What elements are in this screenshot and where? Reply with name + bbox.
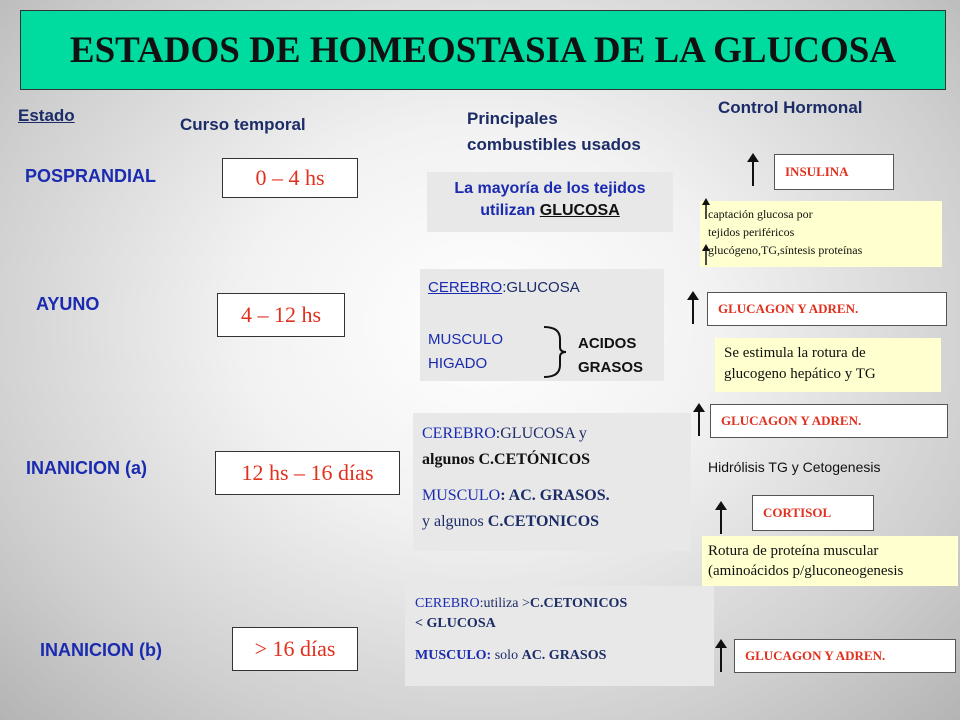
fuel-box-ayuno (420, 269, 664, 381)
note-ayuno (715, 338, 941, 392)
fuel-inanicion-b-solo: solo (491, 648, 522, 663)
note-posprandial-line2: tejidos periféricos (708, 225, 795, 239)
fuel-inanicion-a-musculo: MUSCULO (422, 487, 501, 504)
fuel-inanicion-a-line4 (422, 509, 691, 535)
state-inanicion-b: INANICION (b) (40, 640, 162, 660)
page-title: ESTADOS DE HOMEOSTASIA DE LA GLUCOSA (20, 10, 946, 90)
note-inanicion-a-line1: Rotura de proteína muscular (708, 543, 879, 559)
fuel-inanicion-b-line2: < GLUCOSA (415, 616, 496, 631)
fuel-inanicion-a-line3 (422, 483, 691, 509)
note-posprandial-line1: captación glucosa por (708, 207, 813, 221)
fuel-ayuno-higado: HIGADO (428, 355, 488, 372)
time-ayuno: 4 – 12 hs (217, 293, 345, 337)
note-posprandial-line3: glucógeno,TG,síntesis proteínas (708, 243, 863, 257)
arrow-up-icon (712, 500, 730, 536)
state-inanicion-a: INANICION (a) (26, 458, 147, 478)
fuel-inanicion-b-musculo: MUSCULO: (415, 648, 492, 663)
header-control-hormonal: Control Hormonal (718, 98, 863, 117)
state-ayuno: AYUNO (36, 294, 100, 314)
fuel-inanicion-a-musculo-rest: : AC. GRASOS. (500, 487, 610, 504)
fuel-posprandial-prefix: utilizan (480, 202, 540, 219)
hormone-insulina: INSULINA (774, 154, 894, 190)
fuel-inanicion-a-line1 (422, 421, 691, 447)
fuel-box-inanicion-a (413, 413, 691, 551)
note-ayuno-line1: Se estimula la rotura de (724, 345, 866, 361)
fuel-inanicion-a-prefix: y algunos (422, 513, 488, 530)
fuel-inanicion-b-utiliza: :utiliza > (479, 596, 530, 611)
arrow-up-small-icon (701, 198, 711, 220)
fuel-ayuno-grasos: GRASOS (578, 359, 644, 376)
arrow-up-icon (712, 638, 730, 674)
note-ayuno-line2: glucogeno hepático y TG (724, 366, 876, 382)
fuel-ayuno-musculo: MUSCULO (428, 331, 504, 348)
fuel-ayuno-glucosa: :GLUCOSA (502, 279, 580, 296)
fuel-posprandial-line1: La mayoría de los tejidos (454, 180, 646, 197)
note-posprandial (700, 201, 942, 267)
header-combustibles-line1: Principales (467, 109, 558, 128)
fuel-inanicion-a-cerebro: CEREBRO (422, 425, 496, 442)
fuel-inanicion-b-cerebro: CEREBRO (415, 596, 480, 611)
hormone-glucagon-inanicion-b: GLUCAGON Y ADREN. (734, 639, 956, 673)
time-posprandial: 0 – 4 hs (222, 158, 358, 198)
arrow-up-icon (684, 290, 702, 326)
arrow-up-small-icon (701, 244, 711, 266)
fuel-posprandial-glucosa: GLUCOSA (539, 202, 620, 219)
note-inanicion-a (702, 536, 958, 586)
hormone-glucagon-inanicion-a: GLUCAGON Y ADREN. (710, 404, 948, 438)
hormone-glucagon-ayuno: GLUCAGON Y ADREN. (707, 292, 947, 326)
header-curso-temporal: Curso temporal (180, 115, 306, 134)
header-combustibles-line2: combustibles usados (467, 135, 641, 154)
fuel-inanicion-a-cetonicos: C.CETONICOS (487, 513, 600, 530)
fuel-inanicion-b-cetonicos: C.CETONICOS (529, 596, 628, 611)
fuel-box-inanicion-b (405, 586, 714, 686)
fuel-posprandial-line2 (427, 200, 673, 222)
fuel-ayuno-acidos: ACIDOS (578, 335, 637, 352)
arrow-up-icon (744, 152, 762, 188)
fuel-box-posprandial (427, 172, 673, 232)
arrow-up-icon (690, 402, 708, 438)
fuel-inanicion-a-line2: algunos C.CETÓNICOS (422, 451, 591, 468)
fuel-ayuno-cerebro: CEREBRO (428, 279, 503, 296)
fuel-ayuno-line1 (428, 279, 580, 296)
brace-icon (540, 325, 570, 379)
fuel-inanicion-b-line1 (415, 594, 714, 614)
time-inanicion-b: > 16 días (232, 627, 358, 671)
header-combustibles (467, 106, 641, 158)
fuel-inanicion-b-grasos: AC. GRASOS (521, 648, 607, 663)
header-estado: Estado (18, 106, 75, 125)
state-posprandial: POSPRANDIAL (25, 166, 157, 186)
time-inanicion-a: 12 hs – 16 días (215, 451, 400, 495)
fuel-inanicion-b-line3 (415, 646, 714, 666)
note-hidrolisis: Hidrólisis TG y Cetogenesis (708, 459, 881, 475)
hormone-cortisol: CORTISOL (752, 495, 874, 531)
note-inanicion-a-line2: (aminoácidos p/gluconeogenesis (708, 563, 904, 579)
fuel-inanicion-a-cerebro-rest: :GLUCOSA y (495, 425, 587, 442)
